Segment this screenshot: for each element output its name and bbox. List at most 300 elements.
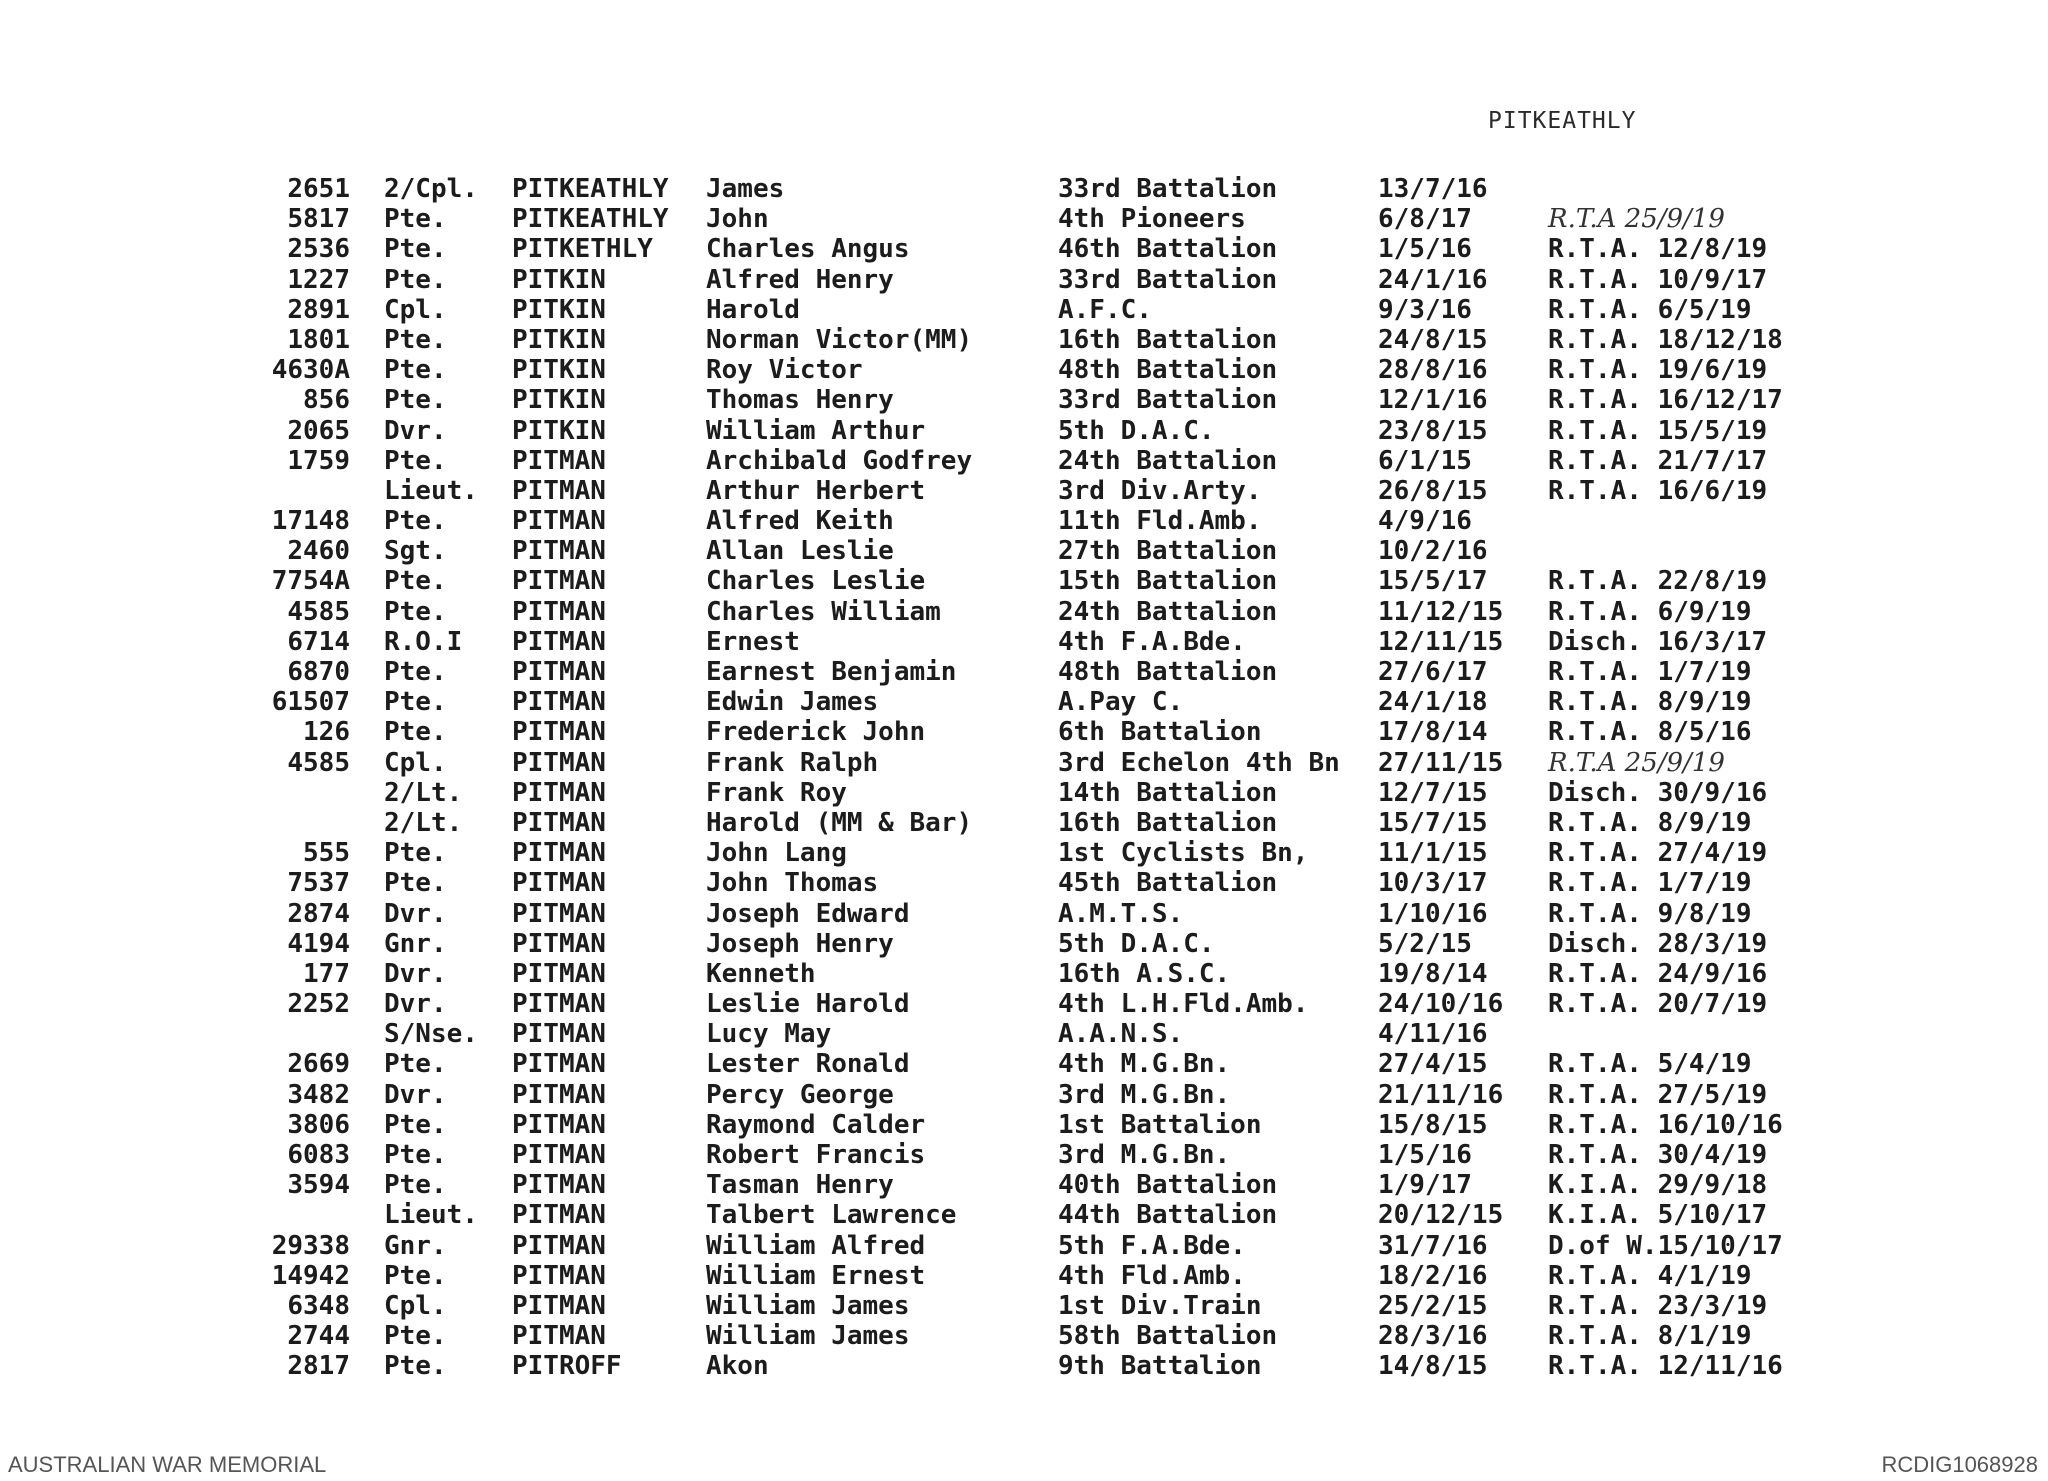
cell-rank: Pte. <box>384 506 447 537</box>
cell-fate: K.I.A. 29/9/18 <box>1548 1170 1768 1201</box>
cell-enlistment-date: 12/1/16 <box>1378 385 1488 416</box>
cell-given-names: Archibald Godfrey <box>706 445 973 476</box>
cell-given-names: Frederick John <box>706 717 926 748</box>
cell-enlistment-date: 17/8/14 <box>1378 717 1488 748</box>
cell-fate: D.of W.15/10/17 <box>1548 1230 1783 1261</box>
table-row <box>0 385 2048 415</box>
cell-enlistment-date: 19/8/14 <box>1378 958 1488 989</box>
cell-rank: Pte. <box>384 445 447 476</box>
cell-surname: PITMAN <box>512 1170 606 1201</box>
cell-surname: PITMAN <box>512 536 606 567</box>
cell-enlistment-date: 18/2/16 <box>1378 1260 1488 1291</box>
cell-fate: Disch. 30/9/16 <box>1548 777 1768 808</box>
cell-unit: 3rd Div.Arty. <box>1058 475 1262 506</box>
cell-given-names: Harold <box>706 294 800 325</box>
cell-service-number: 2874 <box>287 898 350 929</box>
table-row <box>0 1110 2048 1140</box>
cell-fate: R.T.A. 8/9/19 <box>1548 687 1752 718</box>
cell-surname: PITKIN <box>512 324 606 355</box>
cell-unit: 5th D.A.C. <box>1058 928 1215 959</box>
cell-enlistment-date: 4/9/16 <box>1378 506 1472 537</box>
table-row <box>0 1231 2048 1261</box>
cell-service-number: 6870 <box>287 657 350 687</box>
cell-given-names: Tasman Henry <box>706 1170 894 1201</box>
cell-surname: PITKIN <box>512 294 606 325</box>
cell-unit: 48th Battalion <box>1058 657 1278 687</box>
cell-unit: 4th Fld.Amb. <box>1058 1260 1246 1291</box>
cell-given-names: Akon <box>706 1351 769 1382</box>
cell-given-names: Charles Leslie <box>706 566 926 597</box>
cell-service-number: 7537 <box>287 868 350 899</box>
cell-fate: Disch. 16/3/17 <box>1548 626 1768 657</box>
cell-service-number: 3594 <box>287 1170 350 1201</box>
cell-enlistment-date: 20/12/15 <box>1378 1200 1504 1231</box>
cell-fate: R.T.A. 5/4/19 <box>1548 1049 1752 1080</box>
table-row <box>0 1080 2048 1110</box>
cell-fate: R.T.A. 16/6/19 <box>1548 475 1768 506</box>
cell-rank: Dvr. <box>384 415 447 446</box>
cell-surname: PITKEATHLY <box>512 174 669 204</box>
cell-enlistment-date: 10/2/16 <box>1378 536 1488 567</box>
cell-surname: PITKIN <box>512 415 606 446</box>
cell-surname: PITMAN <box>512 1200 606 1231</box>
cell-unit: A.F.C. <box>1058 294 1152 325</box>
table-row <box>0 687 2048 717</box>
table-row <box>0 1049 2048 1079</box>
cell-surname: PITMAN <box>512 898 606 929</box>
cell-fate: R.T.A. 24/9/16 <box>1548 958 1768 989</box>
cell-enlistment-date: 25/2/15 <box>1378 1290 1488 1321</box>
table-row <box>0 1261 2048 1291</box>
cell-surname: PITMAN <box>512 989 606 1020</box>
cell-rank: Pte. <box>384 868 447 899</box>
cell-given-names: Leslie Harold <box>706 989 910 1020</box>
cell-surname: PITMAN <box>512 506 606 537</box>
cell-given-names: John Lang <box>706 838 847 869</box>
cell-given-names: Arthur Herbert <box>706 475 926 506</box>
cell-rank: R.O.I <box>384 626 463 657</box>
cell-service-number: 2651 <box>287 174 350 204</box>
cell-unit: 33rd Battalion <box>1058 385 1278 416</box>
cell-rank: Dvr. <box>384 989 447 1020</box>
cell-fate: R.T.A. 19/6/19 <box>1548 355 1768 386</box>
cell-surname: PITMAN <box>512 596 606 627</box>
cell-service-number: 1227 <box>287 264 350 295</box>
cell-fate: Disch. 28/3/19 <box>1548 928 1768 959</box>
cell-service-number: 29338 <box>271 1230 350 1261</box>
cell-service-number: 2252 <box>287 989 350 1020</box>
cell-unit: 6th Battalion <box>1058 717 1262 748</box>
cell-rank: Pte. <box>384 204 447 235</box>
cell-surname: PITMAN <box>512 1049 606 1080</box>
cell-surname: PITMAN <box>512 1230 606 1261</box>
cell-surname: PITMAN <box>512 928 606 959</box>
cell-unit: 16th Battalion <box>1058 324 1278 355</box>
cell-surname: PITKIN <box>512 385 606 416</box>
cell-rank: Cpl. <box>384 1290 447 1321</box>
cell-rank: Pte. <box>384 838 447 869</box>
cell-given-names: Lucy May <box>706 1019 832 1050</box>
table-row <box>0 597 2048 627</box>
cell-surname: PITROFF <box>512 1351 622 1382</box>
cell-enlistment-date: 27/6/17 <box>1378 657 1488 687</box>
cell-fate: R.T.A. 6/9/19 <box>1548 596 1752 627</box>
cell-rank: Lieut. <box>384 1200 478 1231</box>
cell-enlistment-date: 28/8/16 <box>1378 355 1488 386</box>
cell-surname: PITMAN <box>512 1321 606 1352</box>
cell-given-names: Roy Victor <box>706 355 863 386</box>
cell-service-number: 177 <box>303 958 350 989</box>
cell-service-number: 6083 <box>287 1140 350 1170</box>
cell-unit: A.M.T.S. <box>1058 898 1184 929</box>
footer-institution: AUSTRALIAN WAR MEMORIAL <box>8 1452 327 1477</box>
cell-surname: PITMAN <box>512 717 606 748</box>
cell-service-number: 2891 <box>287 294 350 325</box>
cell-surname: PITKIN <box>512 264 606 295</box>
table-row <box>0 868 2048 898</box>
table-row <box>0 416 2048 446</box>
cell-rank: Dvr. <box>384 898 447 929</box>
cell-enlistment-date: 12/7/15 <box>1378 777 1488 808</box>
cell-enlistment-date: 11/1/15 <box>1378 838 1488 869</box>
table-row <box>0 657 2048 687</box>
cell-given-names: Frank Ralph <box>706 747 879 778</box>
cell-given-names: Kenneth <box>706 958 816 989</box>
cell-enlistment-date: 1/5/16 <box>1378 1140 1472 1170</box>
cell-enlistment-date: 15/7/15 <box>1378 807 1488 838</box>
table-row <box>0 295 2048 325</box>
cell-rank: Pte. <box>384 1321 447 1352</box>
cell-service-number: 2065 <box>287 415 350 446</box>
cell-surname: PITKEATHLY <box>512 204 669 235</box>
cell-service-number: 2817 <box>287 1351 350 1382</box>
cell-service-number: 555 <box>303 838 350 869</box>
cell-fate: R.T.A. 8/9/19 <box>1548 807 1752 838</box>
cell-unit: 27th Battalion <box>1058 536 1278 567</box>
cell-service-number: 5817 <box>287 204 350 235</box>
table-row <box>0 717 2048 747</box>
table-row <box>0 355 2048 385</box>
cell-unit: 3rd Echelon 4th Bn <box>1058 747 1340 778</box>
cell-fate: R.T.A. 30/4/19 <box>1548 1140 1768 1170</box>
cell-given-names: Ernest <box>706 626 800 657</box>
cell-unit: 24th Battalion <box>1058 596 1278 627</box>
table-row <box>0 476 2048 506</box>
cell-rank: Sgt. <box>384 536 447 567</box>
cell-given-names: William Alfred <box>706 1230 926 1261</box>
table-row <box>0 446 2048 476</box>
cell-enlistment-date: 1/9/17 <box>1378 1170 1472 1201</box>
cell-service-number: 61507 <box>271 687 350 718</box>
table-row <box>0 838 2048 868</box>
cell-rank: Cpl. <box>384 294 447 325</box>
cell-fate: R.T.A. 22/8/19 <box>1548 566 1768 597</box>
cell-fate: R.T.A. 15/5/19 <box>1548 415 1768 446</box>
cell-enlistment-date: 15/8/15 <box>1378 1109 1488 1140</box>
cell-service-number: 1759 <box>287 445 350 476</box>
table-row <box>0 929 2048 959</box>
table-row <box>0 1200 2048 1230</box>
cell-rank: Pte. <box>384 566 447 597</box>
cell-fate: R.T.A. 8/5/16 <box>1548 717 1752 748</box>
cell-rank: Dvr. <box>384 958 447 989</box>
cell-rank: Gnr. <box>384 928 447 959</box>
cell-enlistment-date: 9/3/16 <box>1378 294 1472 325</box>
cell-surname: PITMAN <box>512 1260 606 1291</box>
table-row <box>0 566 2048 596</box>
cell-rank: Pte. <box>384 1109 447 1140</box>
cell-rank: Lieut. <box>384 475 478 506</box>
cell-service-number: 2669 <box>287 1049 350 1080</box>
cell-given-names: Edwin James <box>706 687 879 718</box>
cell-surname: PITMAN <box>512 1109 606 1140</box>
table-row <box>0 627 2048 657</box>
cell-service-number: 4585 <box>287 596 350 627</box>
table-row <box>0 1170 2048 1200</box>
cell-enlistment-date: 28/3/16 <box>1378 1321 1488 1352</box>
cell-given-names: Joseph Henry <box>706 928 894 959</box>
cell-rank: 2/Lt. <box>384 777 463 808</box>
cell-rank: Pte. <box>384 324 447 355</box>
cell-service-number: 7754A <box>271 566 350 597</box>
cell-rank: Pte. <box>384 657 447 687</box>
cell-given-names: Charles William <box>706 596 941 627</box>
cell-unit: 24th Battalion <box>1058 445 1278 476</box>
cell-given-names: Norman Victor(MM) <box>706 324 973 355</box>
cell-surname: PITMAN <box>512 807 606 838</box>
table-row <box>0 325 2048 355</box>
table-row <box>0 1351 2048 1381</box>
cell-given-names: John <box>706 204 769 235</box>
cell-enlistment-date: 26/8/15 <box>1378 475 1488 506</box>
cell-fate: R.T.A. 4/1/19 <box>1548 1260 1752 1291</box>
cell-rank: S/Nse. <box>384 1019 478 1050</box>
cell-enlistment-date: 12/11/15 <box>1378 626 1504 657</box>
cell-given-names: Charles Angus <box>706 234 910 265</box>
cell-rank: Pte. <box>384 385 447 416</box>
table-row <box>0 174 2048 204</box>
cell-rank: Dvr. <box>384 1079 447 1110</box>
cell-unit: 5th D.A.C. <box>1058 415 1215 446</box>
table-row <box>0 234 2048 264</box>
cell-rank: Pte. <box>384 1170 447 1201</box>
footer-reference: RCDIG1068928 <box>1881 1452 2038 1477</box>
cell-unit: 14th Battalion <box>1058 777 1278 808</box>
cell-enlistment-date: 23/8/15 <box>1378 415 1488 446</box>
cell-fate: R.T.A. 8/1/19 <box>1548 1321 1752 1352</box>
cell-fate: K.I.A. 5/10/17 <box>1548 1200 1768 1231</box>
cell-unit: 46th Battalion <box>1058 234 1278 265</box>
cell-surname: PITMAN <box>512 1140 606 1170</box>
table-row <box>0 536 2048 566</box>
cell-enlistment-date: 15/5/17 <box>1378 566 1488 597</box>
cell-unit: 3rd M.G.Bn. <box>1058 1140 1231 1170</box>
cell-service-number: 126 <box>303 717 350 748</box>
cell-given-names: John Thomas <box>706 868 879 899</box>
page-header: PITKEATHLY <box>1488 108 1637 134</box>
cell-service-number: 6348 <box>287 1290 350 1321</box>
table-row <box>0 265 2048 295</box>
cell-given-names: Thomas Henry <box>706 385 894 416</box>
cell-given-names: Raymond Calder <box>706 1109 926 1140</box>
cell-unit: 4th F.A.Bde. <box>1058 626 1246 657</box>
cell-enlistment-date: 6/8/17 <box>1378 204 1472 235</box>
cell-unit: 1st Cyclists Bn, <box>1058 838 1309 869</box>
table-row <box>0 204 2048 234</box>
cell-fate: R.T.A. 6/5/19 <box>1548 294 1752 325</box>
cell-given-names: William Arthur <box>706 415 926 446</box>
cell-surname: PITMAN <box>512 868 606 899</box>
cell-fate: R.T.A. 16/12/17 <box>1548 385 1783 416</box>
cell-fate: R.T.A. 27/4/19 <box>1548 838 1768 869</box>
cell-enlistment-date: 1/5/16 <box>1378 234 1472 265</box>
cell-given-names: Frank Roy <box>706 777 847 808</box>
cell-surname: PITMAN <box>512 626 606 657</box>
cell-service-number: 3482 <box>287 1079 350 1110</box>
cell-fate: R.T.A 25/9/19 <box>1548 204 1725 235</box>
table-row <box>0 989 2048 1019</box>
cell-unit: 15th Battalion <box>1058 566 1278 597</box>
cell-service-number: 4630A <box>271 355 350 386</box>
cell-fate: R.T.A. 9/8/19 <box>1548 898 1752 929</box>
cell-enlistment-date: 4/11/16 <box>1378 1019 1488 1050</box>
cell-surname: PITMAN <box>512 1290 606 1321</box>
cell-fate: R.T.A. 23/3/19 <box>1548 1290 1768 1321</box>
cell-surname: PITMAN <box>512 1079 606 1110</box>
nominal-roll <box>0 174 2048 1382</box>
cell-surname: PITMAN <box>512 475 606 506</box>
cell-enlistment-date: 6/1/15 <box>1378 445 1472 476</box>
cell-unit: 48th Battalion <box>1058 355 1278 386</box>
cell-rank: Pte. <box>384 264 447 295</box>
cell-rank: Pte. <box>384 596 447 627</box>
cell-fate: R.T.A 25/9/19 <box>1548 747 1725 778</box>
cell-surname: PITMAN <box>512 777 606 808</box>
cell-enlistment-date: 5/2/15 <box>1378 928 1472 959</box>
cell-unit: 4th L.H.Fld.Amb. <box>1058 989 1309 1020</box>
cell-unit: 58th Battalion <box>1058 1321 1278 1352</box>
cell-given-names: Alfred Henry <box>706 264 894 295</box>
cell-unit: 45th Battalion <box>1058 868 1278 899</box>
cell-rank: Pte. <box>384 1351 447 1382</box>
cell-unit: 11th Fld.Amb. <box>1058 506 1262 537</box>
cell-enlistment-date: 11/12/15 <box>1378 596 1504 627</box>
cell-given-names: William James <box>706 1321 910 1352</box>
cell-service-number: 3806 <box>287 1109 350 1140</box>
cell-enlistment-date: 24/1/16 <box>1378 264 1488 295</box>
cell-given-names: Joseph Edward <box>706 898 910 929</box>
cell-surname: PITKIN <box>512 355 606 386</box>
table-row <box>0 899 2048 929</box>
cell-given-names: Alfred Keith <box>706 506 894 537</box>
cell-unit: 44th Battalion <box>1058 1200 1278 1231</box>
cell-service-number: 6714 <box>287 626 350 657</box>
cell-enlistment-date: 27/11/15 <box>1378 747 1504 778</box>
table-row <box>0 1291 2048 1321</box>
cell-rank: Gnr. <box>384 1230 447 1261</box>
cell-surname: PITMAN <box>512 657 606 687</box>
cell-given-names: Allan Leslie <box>706 536 894 567</box>
cell-service-number: 2460 <box>287 536 350 567</box>
cell-given-names: William James <box>706 1290 910 1321</box>
cell-service-number: 17148 <box>271 506 350 537</box>
cell-service-number: 2744 <box>287 1321 350 1352</box>
cell-service-number: 1801 <box>287 324 350 355</box>
cell-service-number: 4585 <box>287 747 350 778</box>
cell-unit: 1st Battalion <box>1058 1109 1262 1140</box>
cell-given-names: Percy George <box>706 1079 894 1110</box>
cell-rank: Cpl. <box>384 747 447 778</box>
cell-fate: R.T.A. 12/8/19 <box>1548 234 1768 265</box>
cell-given-names: Harold (MM & Bar) <box>706 807 973 838</box>
cell-service-number: 14942 <box>271 1260 350 1291</box>
cell-service-number: 856 <box>303 385 350 416</box>
cell-unit: 33rd Battalion <box>1058 174 1278 204</box>
cell-given-names: Robert Francis <box>706 1140 926 1170</box>
cell-rank: Pte. <box>384 355 447 386</box>
table-row <box>0 808 2048 838</box>
cell-given-names: Talbert Lawrence <box>706 1200 957 1231</box>
cell-fate: R.T.A. 16/10/16 <box>1548 1109 1783 1140</box>
cell-rank: 2/Cpl. <box>384 174 478 204</box>
cell-service-number: 2536 <box>287 234 350 265</box>
cell-fate: R.T.A. 1/7/19 <box>1548 657 1752 687</box>
cell-enlistment-date: 31/7/16 <box>1378 1230 1488 1261</box>
cell-unit: A.A.N.S. <box>1058 1019 1184 1050</box>
table-row <box>0 1140 2048 1170</box>
cell-unit: A.Pay C. <box>1058 687 1184 718</box>
cell-rank: 2/Lt. <box>384 807 463 838</box>
table-row <box>0 748 2048 778</box>
cell-surname: PITMAN <box>512 747 606 778</box>
cell-unit: 9th Battalion <box>1058 1351 1262 1382</box>
cell-rank: Pte. <box>384 234 447 265</box>
table-row <box>0 1321 2048 1351</box>
cell-surname: PITMAN <box>512 1019 606 1050</box>
cell-unit: 1st Div.Train <box>1058 1290 1262 1321</box>
cell-surname: PITMAN <box>512 445 606 476</box>
cell-enlistment-date: 24/8/15 <box>1378 324 1488 355</box>
cell-service-number: 4194 <box>287 928 350 959</box>
cell-given-names: William Ernest <box>706 1260 926 1291</box>
cell-given-names: Earnest Benjamin <box>706 657 957 687</box>
table-row <box>0 778 2048 808</box>
cell-enlistment-date: 10/3/17 <box>1378 868 1488 899</box>
cell-enlistment-date: 13/7/16 <box>1378 174 1488 204</box>
table-row <box>0 506 2048 536</box>
cell-surname: PITMAN <box>512 838 606 869</box>
cell-rank: Pte. <box>384 1260 447 1291</box>
cell-fate: R.T.A. 10/9/17 <box>1548 264 1768 295</box>
cell-enlistment-date: 24/1/18 <box>1378 687 1488 718</box>
cell-given-names: James <box>706 174 785 204</box>
cell-unit: 16th Battalion <box>1058 807 1278 838</box>
cell-fate: R.T.A. 21/7/17 <box>1548 445 1768 476</box>
cell-fate: R.T.A. 1/7/19 <box>1548 868 1752 899</box>
table-row <box>0 1019 2048 1049</box>
cell-fate: R.T.A. 20/7/19 <box>1548 989 1768 1020</box>
cell-unit: 4th Pioneers <box>1058 204 1246 235</box>
cell-unit: 4th M.G.Bn. <box>1058 1049 1231 1080</box>
cell-surname: PITKETHLY <box>512 234 653 265</box>
cell-surname: PITMAN <box>512 687 606 718</box>
cell-rank: Pte. <box>384 1049 447 1080</box>
cell-given-names: Lester Ronald <box>706 1049 910 1080</box>
cell-enlistment-date: 21/11/16 <box>1378 1079 1504 1110</box>
cell-unit: 40th Battalion <box>1058 1170 1278 1201</box>
cell-rank: Pte. <box>384 1140 447 1170</box>
cell-enlistment-date: 27/4/15 <box>1378 1049 1488 1080</box>
